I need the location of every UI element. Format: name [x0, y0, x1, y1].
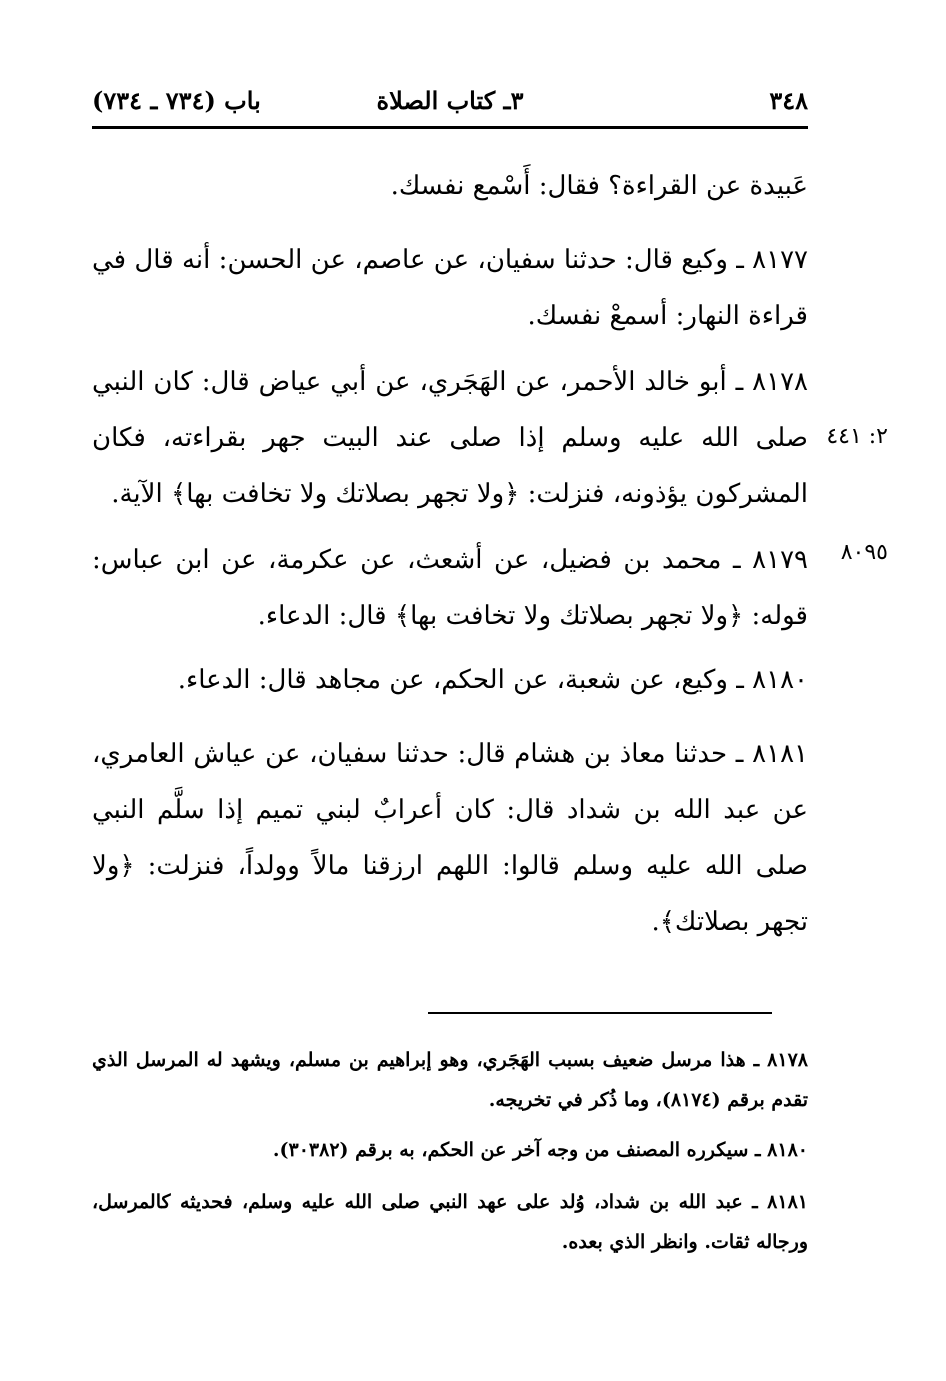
book-title: ٣ـ كتاب الصلاة — [376, 86, 524, 115]
footnote-divider — [428, 1012, 772, 1014]
header-divider — [92, 126, 808, 129]
footnote-8178: ٨١٧٨ ـ هذا مرسل ضعيف بسبب الهَجَري، وهو إبراهيم بن مسلم، ويشهد له المرسل الذي تقدم برقم (٨١٧٤)، وما ذُكر في تخريجه. — [92, 1049, 808, 1111]
hadith-8180: ٨١٨٠ ـ وكيع، عن شعبة، عن الحكم، عن مجاهد قال: الدعاء. — [177, 665, 808, 695]
hadith-8179: ٨١٧٩ ـ محمد بن فضيل، عن أشعث، عن عكرمة، عن ابن عباس: قوله: ﴿ولا تجهر بصلاتك ولا تخافت بها﴾ قال: الدعاء. — [92, 545, 808, 631]
paragraph-continuation: عَبيدة عن القراءة؟ فقال: أَسْمع نفسك. — [390, 171, 808, 201]
hadith-8178: ٨١٧٨ ـ أبو خالد الأحمر، عن الهَجَري، عن أبي عياض قال: كان النبي صلى الله عليه وسلم إذا صلى عند البيت جهر بقراءته، فكان المشركون يؤذونه، فنزلت: ﴿ولا تجهر بصلاتك ولا تخافت بها﴾ الآية. — [92, 367, 808, 509]
footnote-8180: ٨١٨٠ ـ سيكرره المصنف من وجه آخر عن الحكم، به برقم (٣٠٣٨٢). — [272, 1139, 808, 1161]
footnote-8181: ٨١٨١ ـ عبد الله بن شداد، وُلد على عهد النبي صلى الله عليه وسلم، فحديثه كالمرسل، ورجاله ثقات. وانظر الذي بعده. — [92, 1191, 808, 1253]
hadith-8181: ٨١٨١ ـ حدثنا معاذ بن هشام قال: حدثنا سفيان، عن عياش العامري، عن عبد الله بن شداد قال: كان أعرابٌ لبني تميم إذا سلَّم النبي صلى الله عليه وسلم قالوا: اللهم ارزقنا مالاً وولداً، فنزلت: ﴿ولا تجهر بصلاتك﴾. — [92, 739, 808, 937]
margin-reference-8095: ٨٠٩٥ — [840, 540, 888, 565]
page-number: ٣٤٨ — [769, 86, 808, 115]
hadith-8177: ٨١٧٧ ـ وكيع قال: حدثنا سفيان، عن عاصم، عن الحسن: أنه قال في قراءة النهار: أسمعْ نفسك. — [92, 245, 808, 331]
chapter-title: باب (٧٣٤ ـ ٧٣٤) — [92, 86, 261, 115]
page-header — [92, 86, 808, 122]
margin-reference-441: ٢: ٤٤١ — [826, 424, 888, 449]
